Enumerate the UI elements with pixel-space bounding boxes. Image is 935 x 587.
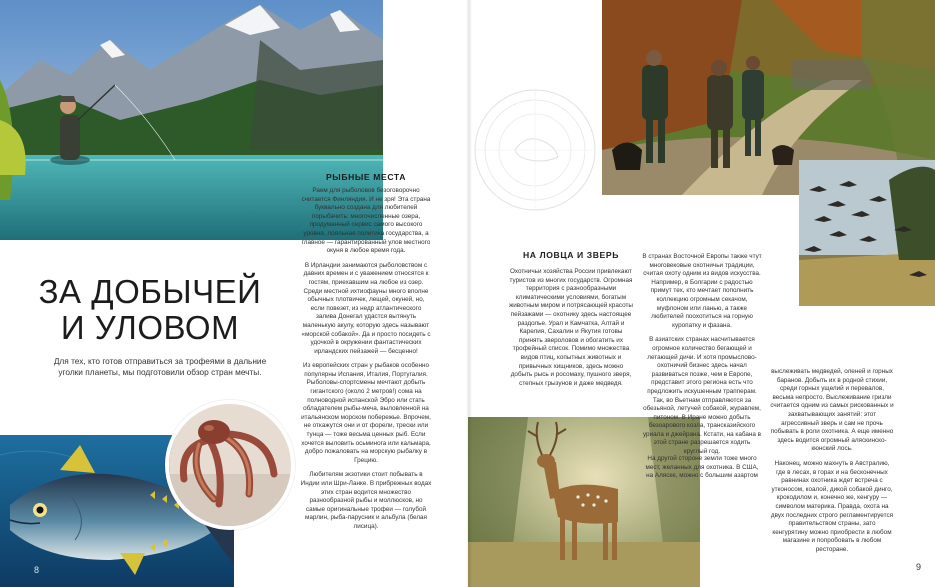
- decorative-seal-icon: [470, 85, 600, 215]
- page-gutter: [466, 0, 472, 587]
- hunting-heading: НА ЛОВЦА И ЗВЕРЬ: [523, 250, 619, 260]
- australia-paragraph: Наконец, можно махнуть в Австралию, где в лесах, в горах и на бесконечных равнинах охотника ждет встреча с утконосом, коалой, дикой собакой динго, крокодилом и, конечно же, кенгуру — символом материка. Правда, охота на двух последних строго регламентируется правительством страны, зато кенгурятину можно приобрести в любом магазине и попробовать в любом ресторане.: [770, 459, 894, 553]
- fishing-column: [300, 187, 432, 538]
- hunting-column: [508, 268, 634, 394]
- page-number-right: 9: [916, 562, 922, 572]
- title-line-2: И УЛОВОМ: [60, 309, 240, 346]
- fishing-paragraph-3: Из европейских стран у рыбаков особенно популярны Испания, Италия, Португалия. Рыболовы-спортсмены мечтают добыть гигантского (около 2 метров!) сома на полноводной испанской Эбро или стать обладателем рыбы-меча, выловленной на итальянском морском побережье. Впрочем, не откажутся они и от форели, трески или тунца — тоже весьма ценных рыб. Если хочется выловить осьминога или кальмара, добро пожаловать на морскую рыбалку в Грецию.: [301, 362, 431, 464]
- america-column: [642, 455, 762, 487]
- europe-asia-column: [642, 253, 762, 463]
- article-title: [0, 274, 300, 346]
- hunting-paragraph-1: Охотничьи хозяйства России привлекают туристов из многих государств. Огромная территория с разнообразными климатическими условиями, богатым животным миром и потрясающей красоты пейзажами — охотнику здесь настоящее раздолье. Урал и Камчатка, Алтай и Карелия, Сахалин и Якутия готовы принять звероловов и обогатить их трофейный список. Помимо множества видов птиц, копытных животных и привычных хищников, здесь можно добыть рысь и росомаху, пушного зверя, степных грызунов и даже медведя.: [509, 268, 633, 387]
- alaska-paragraph: выслеживать медведей, оленей и горных баранов. Добыть их в родной стихии, среди горных ущелий и перевалов, весьма непросто. Выслеживание гризли считается одним из самых рискованных и захватывающих занятий: этот агрессивный зверь и сам не прочь побывать в роли охотника. А еще именно здесь водится огромный аляскинско-кюнский лось.: [770, 368, 894, 453]
- asia-paragraph: В азиатских странах насчитывается огромное количество бегающей и летающей дичи. И хотя промыслово-охотничий бизнес здесь начал развиваться позже, чем в Европе, представит этого региона есть что предложить искушенным трапперам. Так, во Вьетнам отправляются за обезьяной, летучей собакой, журавлем, питоном. В Иране можно добыть безоарового козла, трансказийского уриала и джейрана. Кстати, на кабана в этой стране разрешается ходить круглый год.: [642, 336, 762, 456]
- octopus-photo: [165, 400, 295, 530]
- fishing-paragraph-4: Любителям экзотики стоит побывать в Индии или Шри-Ланке. В прибрежных водах этих стран водится множество разнообразной рыбы и моллюсков, но самые оригинальные трофеи — голубой марлин, рыба-парусник и альбула (белая лисица).: [300, 471, 432, 530]
- title-line-1: ЗА ДОБЫЧЕЙ: [38, 273, 262, 310]
- fishing-heading: РЫБНЫЕ МЕСТА: [325, 172, 407, 182]
- fishing-paragraph-2: В Ирландии занимаются рыболовством с давних времен и с уважением относятся к гостям, приехавшим на любое из озер. Среди местной ихтиофауны много вполне обычных плотвичек, лещей, окуней, но, если повезет, из недр атлантического залива Донегал удастся вытянуть маленькую акулу, которую здесь называют «морской собакой». Да и просто посидеть с удочкой в окружении фантастических ирландских пейзажей — бесценно!: [301, 261, 431, 355]
- ducks-photo: [799, 160, 935, 306]
- america-paragraph: На другой стороне земли тоже много мест, желанных для охотника. В США, на Аляске, можно с большим азартом: [645, 455, 759, 480]
- europe-paragraph-1: В странах Восточной Европы также чтут многовековые охотничьи традиции, считая охоту одним из видов искусства. Например, в Болгарии с радостью примут тех, кто мечтает пополнить коллекцию огромным секачом, муфлоном или ланью, а также любителей поохотиться на горную куропатку и фазана.: [642, 253, 762, 329]
- page-number-left: 8: [34, 565, 40, 575]
- alaska-australia-column: [770, 368, 894, 560]
- fishing-paragraph-1: Раем для рыболовов безоговорочно считается Финляндия. И не зря! Эта страна буквально создана для любителей порыбачить: многочисленные озера, продуманный сервис самого высокого уровня, лояльная политика государства, а главное — гарантированный улов местного окуня в любое время года.: [301, 187, 431, 255]
- article-lead: Для тех, кто готов отправиться за трофеями в дальние уголки планеты, мы подготовили обзор стран мечты.: [53, 356, 267, 377]
